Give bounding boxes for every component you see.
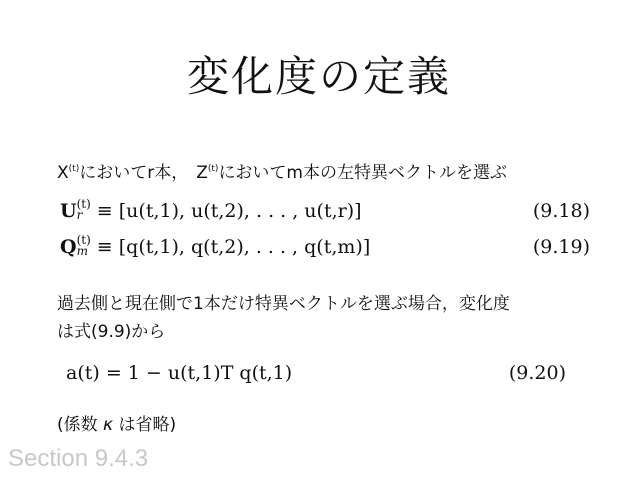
paragraph-line-2: は式(9.9)から <box>57 322 166 342</box>
intro-middle-1: においてr本， <box>79 163 189 183</box>
equation-9-20-body: a(t) = 1 − u(t,1)T q(t,1) <box>66 362 293 384</box>
note-suffix: は省略) <box>113 415 177 435</box>
coefficient-note <box>57 410 176 435</box>
equation-9-18-body <box>60 197 362 223</box>
section-label: Section 9.4.3 <box>8 445 149 472</box>
z-letter: Z <box>196 163 208 183</box>
q-matrix-symbol: Q <box>60 236 77 258</box>
z-superscript: (t) <box>207 164 219 174</box>
equation-9-19 <box>60 233 590 266</box>
intro-line <box>57 158 507 183</box>
u-matrix-sup: (t) <box>76 197 91 211</box>
intro-middle-2: においてm本の左特異ベクトルを選ぶ <box>218 163 507 183</box>
equation-9-18-rhs: ≡ [u(t,1), u(t,2), . . . , u(t,r)] <box>90 200 362 222</box>
kappa-symbol: κ <box>103 415 114 435</box>
u-matrix-scripts <box>77 199 91 221</box>
equation-9-20 <box>66 362 566 392</box>
equation-9-18-number: (9.18) <box>532 200 590 222</box>
paragraph-line-1: 過去側と現在側で1本だけ特異ベクトルを選ぶ場合，変化度 <box>57 294 510 314</box>
q-matrix-sub: m <box>76 244 88 258</box>
equation-9-18 <box>60 197 590 230</box>
equation-9-19-rhs: ≡ [q(t,1), q(t,2), . . . , q(t,m)] <box>90 236 371 258</box>
slide-title: 変化度の定義 <box>186 52 451 101</box>
equation-9-19-number: (9.19) <box>532 236 590 258</box>
note-prefix: (係数 <box>57 415 104 435</box>
equation-9-20-number: (9.20) <box>508 362 566 384</box>
q-matrix-sup: (t) <box>76 233 91 247</box>
x-superscript: (t) <box>68 164 80 174</box>
u-matrix-sub: r <box>76 208 83 222</box>
q-matrix-scripts <box>77 235 91 257</box>
u-matrix-symbol: U <box>60 200 77 222</box>
equation-9-19-body <box>60 233 371 259</box>
x-letter: X <box>57 163 69 183</box>
